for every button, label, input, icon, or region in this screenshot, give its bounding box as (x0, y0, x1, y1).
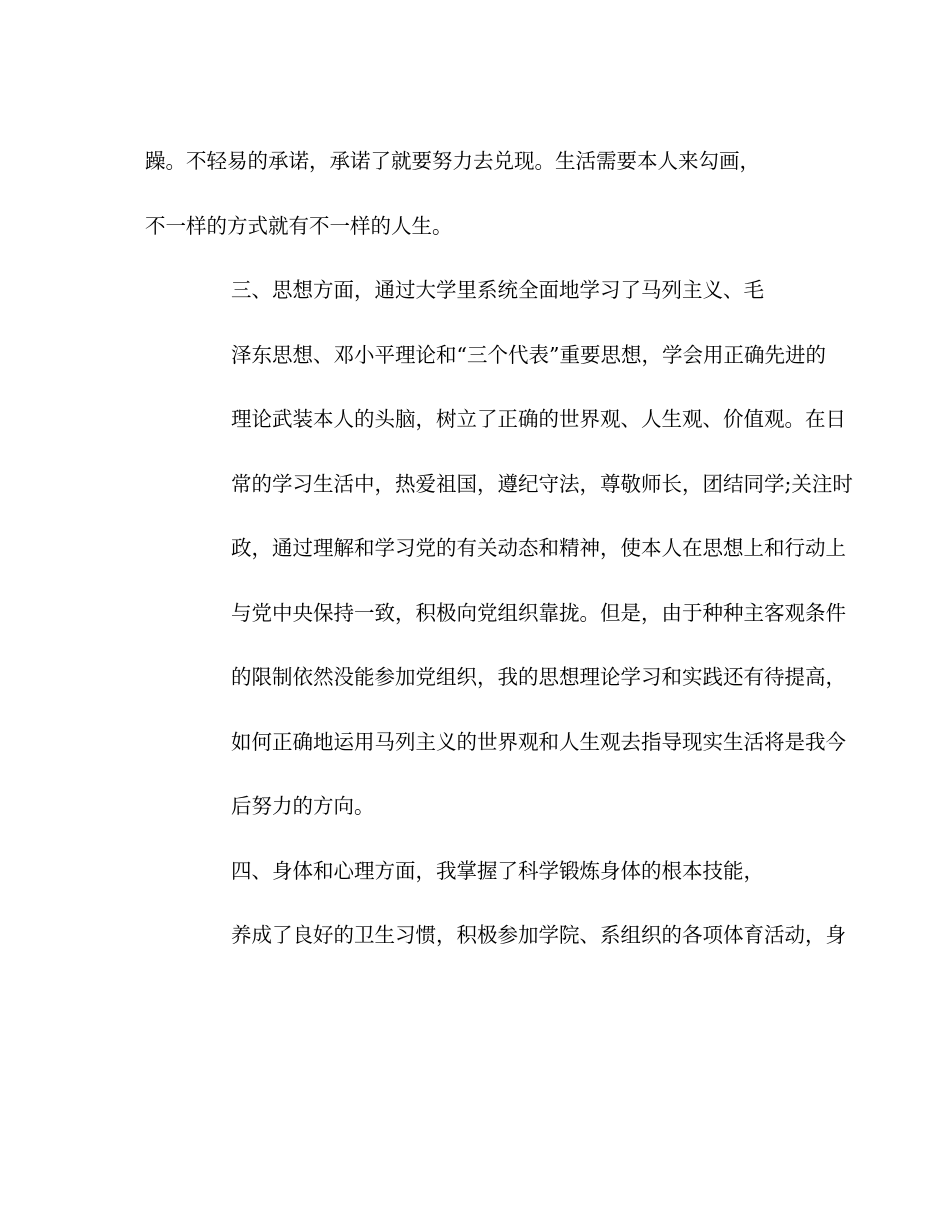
text-line: 的限制依然没能参加党组织，我的思想理论学习和实践还有待提高， (231, 665, 846, 689)
text-line: 躁。不轻易的承诺，承诺了就要努力去兑现。生活需要本人来勾画， (145, 149, 760, 173)
text-line: 养成了良好的卫生习惯，积极参加学院、系组织的各项体育活动，身 (231, 923, 846, 947)
text-line: 后努力的方向。 (231, 794, 375, 818)
paragraph-ideology (145, 258, 853, 839)
text-line: 不一样的方式就有不一样的人生。 (145, 213, 453, 238)
text-line: 三、思想方面，通过大学里系统全面地学习了马列主义、毛 (231, 278, 764, 302)
text-line: 如何正确地运用马列主义的世界观和人生观去指导现实生活将是我今 (231, 729, 846, 754)
paragraph-continued (145, 129, 810, 258)
text-line: 政，通过理解和学习党的有关动态和精神，使本人在思想上和行动上 (231, 536, 846, 560)
text-line: 与党中央保持一致，积极向党组织靠拢。但是，由于种种主客观条件 (231, 600, 846, 625)
document-body (145, 129, 853, 968)
text-line: 常的学习生活中，热爱祖国，遵纪守法，尊敬师长，团结同学;关注时 (231, 471, 853, 496)
paragraph-health (145, 839, 846, 968)
text-line: 理论武装本人的头脑，树立了正确的世界观、人生观、价值观。在日 (231, 407, 846, 431)
text-line: 泽东思想、邓小平理论和“三个代表”重要思想，学会用正确先进的 (231, 342, 826, 367)
text-line: 四、身体和心理方面，我掌握了科学锻炼身体的根本技能， (231, 858, 764, 883)
